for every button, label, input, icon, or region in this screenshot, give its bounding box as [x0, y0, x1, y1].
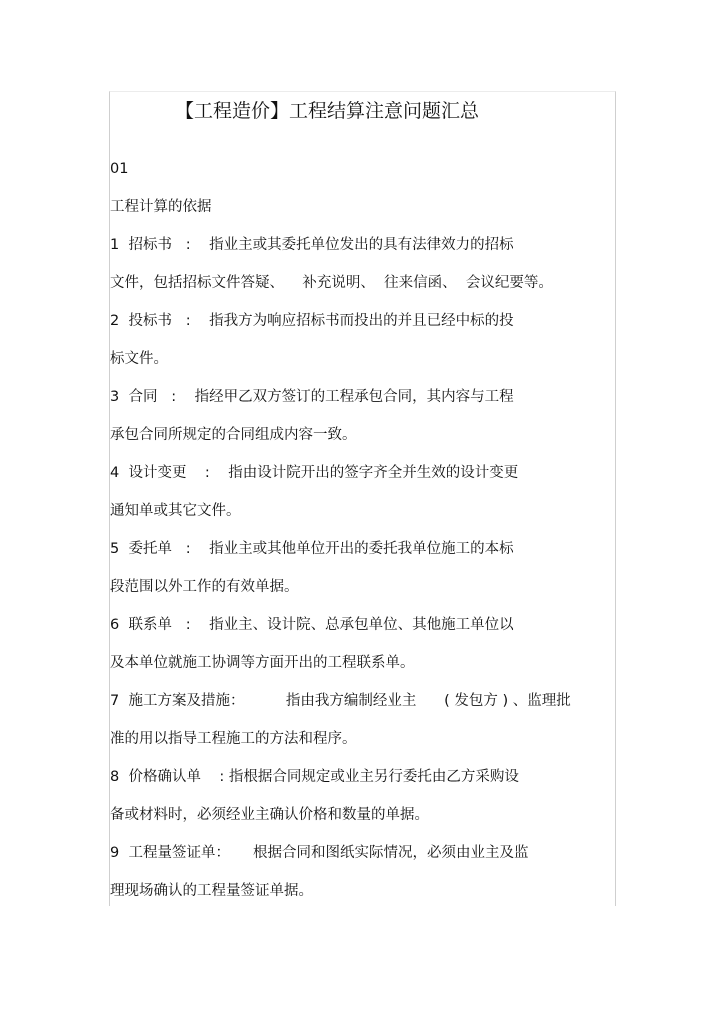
paragraph-line: 段范围以外工作的有效单据。	[110, 579, 299, 595]
paragraph-line: 5 委托单 : 指业主或其他单位开出的委托我单位施工的本标	[110, 541, 514, 557]
paragraph-line: 及本单位就施工协调等方面开出的工程联系单。	[110, 655, 415, 671]
paragraph-line: 承包合同所规定的合同组成内容一致。	[110, 427, 357, 443]
paragraph-line: 3 合同 : 指经甲乙双方签订的工程承包合同，其内容与工程	[110, 389, 514, 405]
paragraph-line: 理现场确认的工程量签证单据。	[110, 883, 313, 899]
paragraph-line: 1 招标书 : 指业主或其委托单位发出的具有法律效力的招标	[110, 237, 514, 253]
paragraph-line: 6 联系单 : 指业主、设计院、总承包单位、其他施工单位以	[110, 617, 514, 633]
section-heading: 工程计算的依据	[110, 199, 212, 215]
section-number: 01	[110, 161, 129, 177]
paragraph-line: 文件，包括招标文件答疑、 补充说明、 往来信函、 会议纪要等。	[110, 275, 553, 291]
paragraph-line: 4 设计变更 : 指由设计院开出的签字齐全并生效的设计变更	[110, 465, 519, 481]
paragraph-line: 准的用以指导工程施工的方法和程序。	[110, 731, 357, 747]
paragraph-line: 标文件。	[110, 351, 168, 367]
paragraph-line: 7 施工方案及措施： 指由我方编制经业主 ( 发包方 ) 、监理批	[110, 693, 571, 709]
paragraph-line: 2 投标书 : 指我方为响应招标书而投出的并且已经中标的投	[110, 313, 514, 329]
paragraph-line: 通知单或其它文件。	[110, 503, 241, 519]
paragraph-line: 9 工程量签证单： 根据合同和图纸实际情况，必须由业主及监	[110, 845, 529, 861]
paragraph-line: 8 价格确认单 : 指根据合同规定或业主另行委托由乙方采购设	[110, 769, 519, 785]
document-title: 【工程造价】工程结算注意问题汇总	[175, 100, 480, 122]
paragraph-line: 备或材料时，必须经业主确认价格和数量的单据。	[110, 807, 429, 823]
